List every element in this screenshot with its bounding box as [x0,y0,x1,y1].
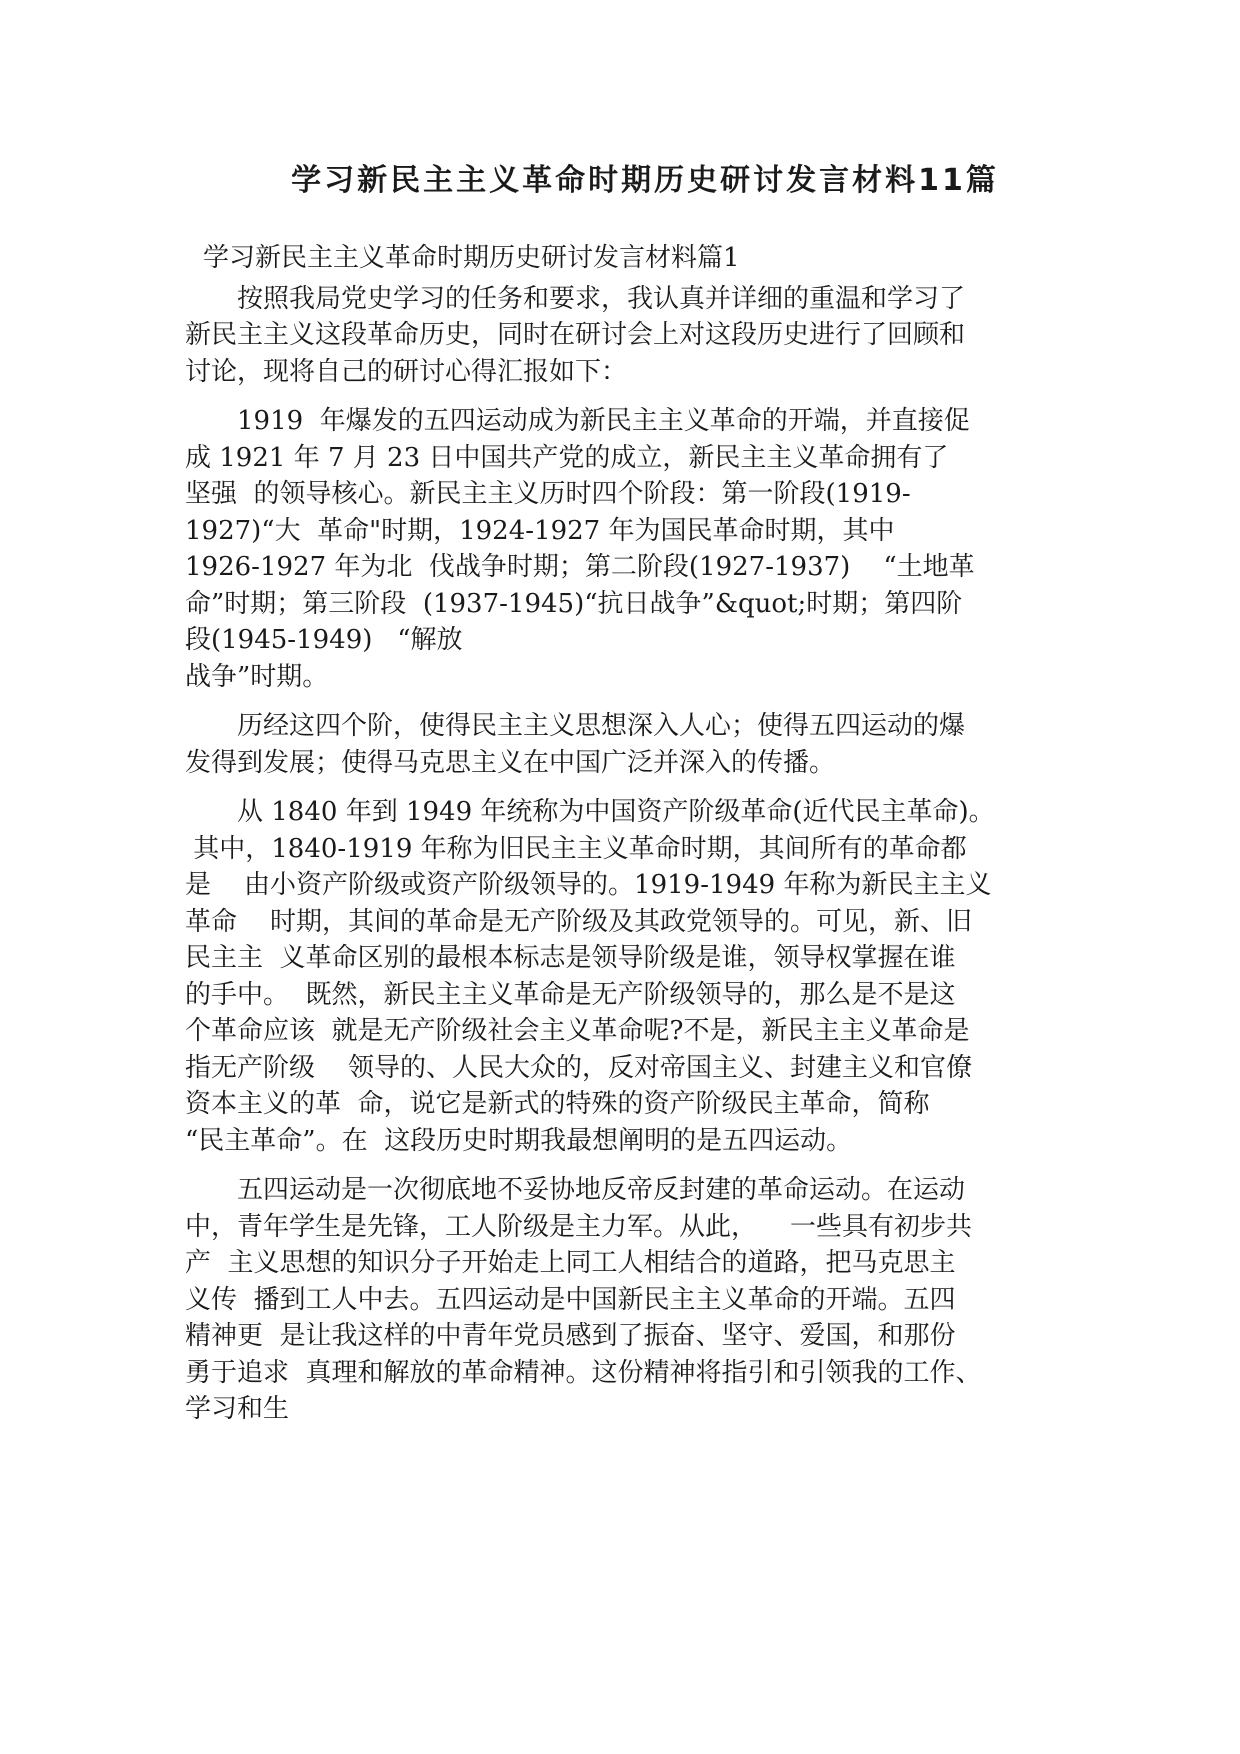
text-line: 学习和生 [185,1394,290,1424]
text-line: 按照我局党史学习的任务和要求，我认真并详细的重温和学习了 [237,283,966,314]
text-line: 的手中。 既然，新民主主义革命是无产阶级领导的，那么是不是这 [185,979,956,1010]
text-line: 从 1840 年到 1949 年统称为中国资产阶级革命(近代民主革命)。 [237,797,995,827]
page-title: 学习新民主主义革命时期历史研讨发言材料11篇 [291,163,999,198]
text-line: 资本主义的革 命，说它是新式的特殊的资产阶级民主革命，简称 [185,1089,930,1119]
paragraph-2 [185,403,1055,695]
paragraph-1 [185,281,1055,391]
section-heading: 学习新民主主义革命时期历史研讨发言材料篇1 [203,243,740,273]
paragraph-3 [185,708,1055,781]
text-line: 成 1921 年 7 月 23 日中国共产党的成立，新民主主义革命拥有了 [185,442,949,473]
text-line: 中，青年学生是先锋，工人阶级是主力军。从此， 一些具有初步共 [185,1211,973,1242]
text-line: 指无产阶级 领导的、人民大众的，反对帝国主义、封建主义和官僚 [185,1052,973,1083]
text-line: 1926-1927 年为北 伐战争时期；第二阶段(1927-1937) “土地革 [185,552,975,582]
text-line: “民主革命”。在 这段历史时期我最想阐明的是五四运动。 [185,1125,853,1156]
text-line: 义传 播到工人中去。五四运动是中国新民主主义革命的开端。五四 [185,1284,956,1315]
text-line: 民主主 义革命区别的最根本标志是领导阶级是谁，领导权掌握在谁 [185,943,956,973]
text-line: 发得到发展；使得马克思主义在中国广泛并深入的传播。 [185,747,836,778]
text-line: 是 由小资产阶级或资产阶级领导的。1919-1949 年称为新民主主义 [185,870,992,900]
text-line: 五四运动是一次彻底地不妥协地反帝反封建的革命运动。在运动 [237,1175,966,1205]
document-body [185,240,1055,1441]
text-line: 历经这四个阶，使得民主主义思想深入人心；使得五四运动的爆 [237,711,966,741]
text-line: 段(1945-1949) “解放 [185,625,463,655]
text-line: 战争”时期。 [185,661,329,692]
text-line: 坚强 的领导核心。新民主主义历时四个阶段：第一阶段(1919- [185,479,911,509]
text-line: 命”时期；第三阶段 (1937-1945)“抗日战争”&quot;时期；第四阶 [185,588,963,619]
text-line: 个革命应该 就是无产阶级社会主义革命呢?不是，新民主主义革命是 [185,1016,970,1046]
text-line: 产 主义思想的知识分子开始走上同工人相结合的道路，把马克思主 [185,1248,956,1278]
text-line: 1927)“大 革命"时期，1924-1927 年为国民革命时期，其中 [185,515,895,546]
text-line: 勇于追求 真理和解放的革命精神。这份精神将指引和引领我的工作、 [185,1357,982,1388]
text-line: 精神更 是让我这样的中青年党员感到了振奋、坚守、爱国，和那份 [185,1321,956,1351]
text-line: 其中，1840-1919 年称为旧民主主义革命时期，其间所有的革命都 [185,833,967,864]
text-line: 讨论，现将自己的研讨心得汇报如下： [185,356,628,387]
text-line: 革命 时期，其间的革命是无产阶级及其政党领导的。可见，新、旧 [185,906,973,937]
paragraph-4 [185,794,1055,1159]
paragraph-5 [185,1172,1055,1428]
text-line: 新民主主义这段革命历史，同时在研讨会上对这段历史进行了回顾和 [185,320,966,350]
text-line: 1919 年爆发的五四运动成为新民主主义革命的开端，并直接促 [237,406,970,436]
